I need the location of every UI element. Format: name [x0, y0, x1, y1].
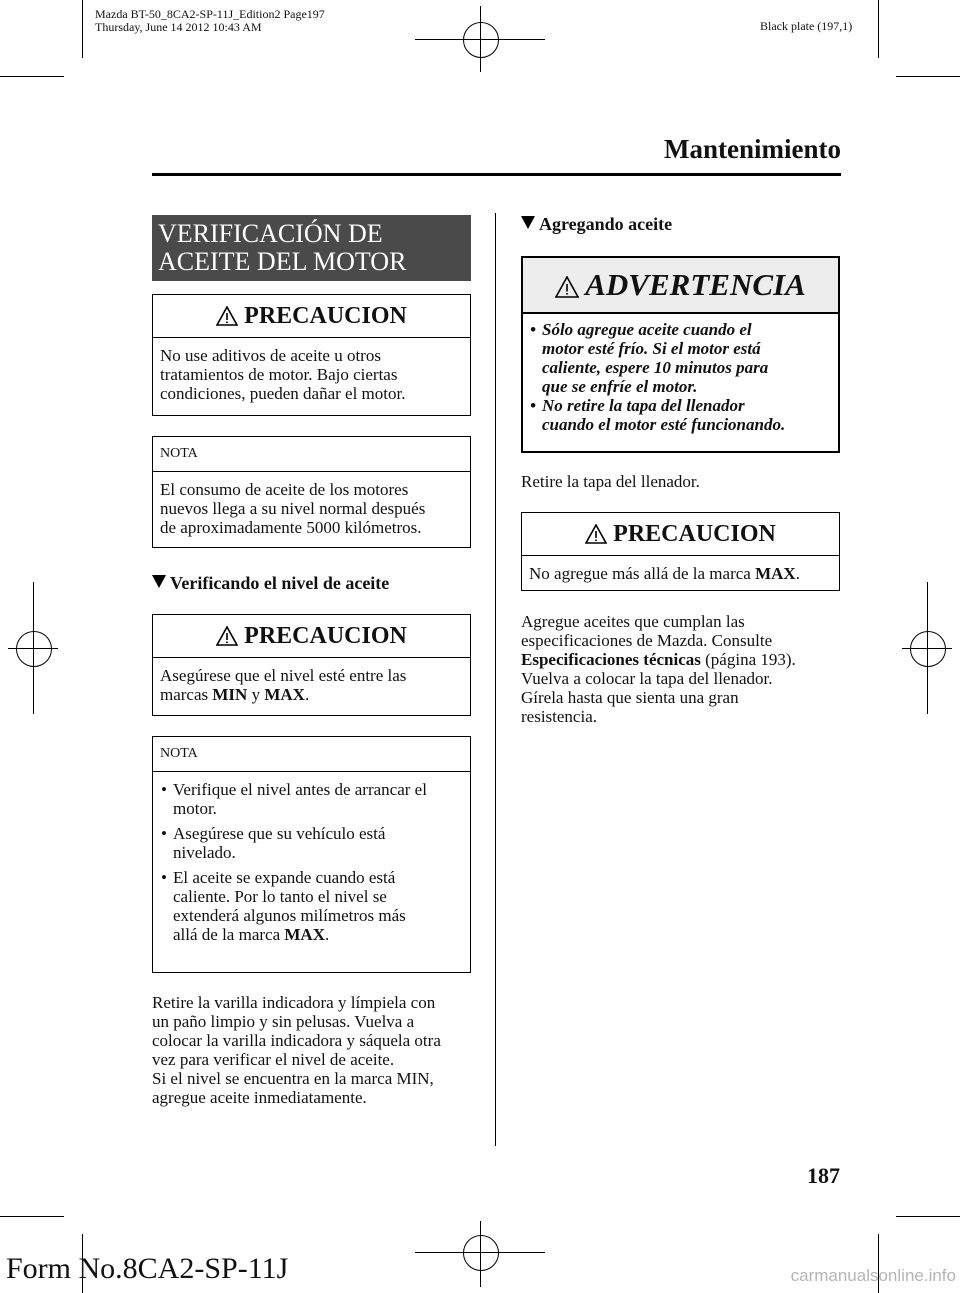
warning-bullet	[526, 396, 830, 434]
caution-line: tratamientos de motor. Bajo ciertas	[160, 365, 398, 384]
note-body	[153, 472, 470, 537]
text-span: allá de la marca	[173, 925, 285, 944]
caution-body	[153, 658, 470, 704]
caution-box-level	[152, 614, 471, 716]
warning-bullet	[526, 320, 830, 396]
caution-title: PRECAUCION	[244, 623, 407, 649]
text-span: y	[247, 685, 265, 704]
caution-box-additives	[152, 294, 471, 416]
subheading-check-level	[152, 573, 389, 594]
text-span: marcas	[160, 685, 213, 704]
crop-mark	[896, 76, 960, 77]
text-line: nivelado.	[173, 843, 236, 862]
header-rule	[152, 173, 841, 176]
paragraph-dipstick	[152, 993, 441, 1107]
note-box-consumption	[152, 436, 471, 548]
note-bullet	[157, 868, 462, 944]
subheading-text: Verificando el nivel de aceite	[170, 573, 390, 593]
note-line: nuevos llega a su nivel normal después	[160, 499, 426, 518]
text-line: Vuelva a colocar la tapa del llenador.	[521, 669, 773, 688]
note-header: NOTA	[153, 737, 470, 772]
form-number: Form No.8CA2-SP-11J	[6, 1252, 289, 1285]
caution-line	[160, 685, 462, 704]
subheading-text: Agregando aceite	[539, 214, 673, 234]
text-line: extenderá algunos milímetros más	[173, 906, 406, 925]
subheading-add-oil	[521, 214, 672, 235]
text-span: .	[795, 564, 800, 583]
note-bullet	[157, 824, 462, 862]
note-bullet	[157, 780, 462, 818]
caution-header	[153, 295, 470, 338]
registration-mark	[910, 631, 946, 667]
spec-reference-link[interactable]: Especificaciones técnicas	[521, 650, 701, 669]
caution-body	[153, 338, 470, 403]
triangle-down-icon	[152, 575, 166, 588]
text-line: un paño limpio y sin pelusas. Vuelva a	[152, 1012, 415, 1031]
note-bullet-list	[157, 780, 462, 944]
paragraph-remove-cap: Retire la tapa del llenador.	[521, 472, 700, 491]
text-line: • Sólo agregue aceite cuando el	[542, 320, 752, 339]
crop-mark	[82, 0, 83, 58]
registration-mark	[16, 631, 52, 667]
warning-triangle-icon	[216, 626, 238, 646]
warning-bullet-list	[526, 320, 830, 434]
note-header: NOTA	[153, 437, 470, 472]
caution-header	[153, 615, 470, 658]
note-body	[153, 772, 470, 944]
crop-mark	[878, 0, 879, 58]
text-line: • El aceite se expande cuando está	[173, 868, 396, 887]
caution-box-max	[521, 512, 840, 591]
text-line: especificaciones de Mazda. Consulte	[521, 631, 773, 650]
text-span: .	[304, 685, 310, 704]
crop-mark	[896, 1216, 960, 1217]
print-meta-line2: Thursday, June 14 2012 10:43 AM	[95, 20, 262, 34]
text-line: Agregue aceites que cumplan las	[521, 612, 745, 631]
plate-label: Black plate (197,1)	[760, 19, 853, 33]
max-mark: MAX	[755, 564, 796, 583]
max-mark: MAX	[284, 925, 325, 944]
warning-header	[523, 258, 838, 314]
text-line: cuando el motor esté funcionando.	[542, 415, 786, 434]
banner-line1: VERIFICACIÓN DE	[158, 219, 383, 248]
caution-line: Asegúrese que el nivel esté entre las	[160, 666, 407, 685]
warning-triangle-icon	[216, 306, 238, 326]
caution-line: condiciones, pueden dañar el motor.	[160, 384, 406, 403]
caution-title: PRECAUCION	[613, 521, 776, 547]
crop-mark	[0, 76, 64, 77]
registration-mark	[463, 1235, 499, 1271]
print-meta	[95, 8, 325, 34]
text-line: motor esté frío. Si el motor está	[542, 339, 761, 358]
registration-mark	[463, 22, 499, 58]
min-mark: MIN	[212, 685, 248, 704]
text-line: colocar la varilla indicadora y sáquela otra	[152, 1031, 441, 1050]
text-line: agregue aceite inmediatamente.	[152, 1088, 367, 1107]
text-line: motor.	[173, 799, 217, 818]
note-line: de aproximadamente 5000 kilómetros.	[160, 518, 422, 537]
text-line: resistencia.	[521, 707, 597, 726]
text-line: que se enfríe el motor.	[542, 377, 698, 396]
warning-triangle-icon	[585, 524, 607, 544]
text-line	[521, 650, 796, 669]
caution-title: PRECAUCION	[244, 303, 407, 329]
warning-title: ADVERTENCIA	[585, 267, 806, 302]
print-meta-line1: Mazda BT-50_8CA2-SP-11J_Edition2 Page197	[95, 7, 325, 21]
triangle-down-icon	[521, 216, 535, 229]
text-line: • Verifique el nivel antes de arrancar el	[173, 780, 427, 799]
section-title: Mantenimiento	[664, 134, 841, 164]
text-span: No agregue más allá de la marca	[529, 564, 756, 583]
banner-line2: ACEITE DEL MOTOR	[158, 247, 407, 276]
text-span: (página 193).	[700, 650, 796, 669]
text-line: Si el nivel se encuentra en la marca MIN,	[152, 1069, 434, 1088]
warning-box	[521, 256, 840, 453]
column-divider	[495, 213, 496, 1146]
text-line: Gírela hasta que sienta una gran	[521, 688, 739, 707]
page-number: 187	[807, 1163, 840, 1188]
text-line	[173, 925, 462, 944]
warning-body	[523, 314, 838, 434]
text-line: caliente, espere 10 minutos para	[542, 358, 769, 377]
caution-body	[522, 556, 839, 583]
watermark: carmanualsonline.info	[790, 1266, 956, 1285]
note-box-tips	[152, 736, 471, 973]
warning-triangle-icon	[555, 276, 579, 298]
max-mark: MAX	[264, 685, 305, 704]
note-line: El consumo de aceite de los motores	[160, 480, 409, 499]
text-line: • Asegúrese que su vehículo está	[173, 824, 386, 843]
paragraph-add-oil	[521, 612, 796, 726]
text-line: caliente. Por lo tanto el nivel se	[173, 887, 387, 906]
crop-mark	[0, 1216, 64, 1217]
caution-line: No use aditivos de aceite u otros	[160, 346, 381, 365]
section-banner	[152, 215, 471, 281]
text-line: Retire la varilla indicadora y límpiela con	[152, 993, 436, 1012]
caution-header	[522, 513, 839, 556]
text-span: .	[324, 925, 330, 944]
text-line: • No retire la tapa del llenador	[542, 396, 745, 415]
text-line: vez para verificar el nivel de aceite.	[152, 1050, 395, 1069]
